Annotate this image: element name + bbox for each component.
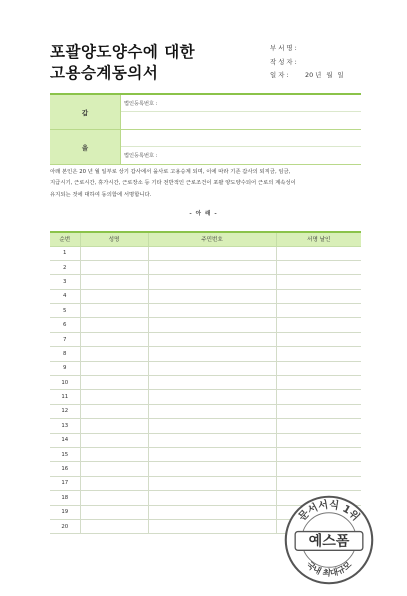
stamp-bottom-text: 국내 최대규모: [304, 559, 354, 578]
dept-label: 부 서 명 :: [270, 44, 297, 52]
row-name-cell[interactable]: [80, 433, 148, 447]
party-gap-line-1[interactable]: 법인등록번호 :: [121, 95, 361, 112]
row-name-cell[interactable]: [80, 289, 148, 303]
row-signature-cell[interactable]: [276, 275, 361, 289]
title-line-2: 고용승계동의서: [50, 64, 159, 82]
row-id-number-cell[interactable]: [148, 390, 276, 404]
table-row: [50, 304, 361, 318]
row-name-cell[interactable]: [80, 519, 148, 533]
consent-paragraph: [50, 167, 362, 201]
meta-date-row: [270, 69, 349, 83]
row-seq: 5: [50, 304, 80, 318]
table-row: [50, 246, 361, 260]
party-gap-line-2[interactable]: [121, 112, 361, 129]
date-label: 일 자 :: [270, 71, 289, 79]
stamp-center-text: 예스폼: [308, 533, 350, 550]
row-signature-cell[interactable]: [276, 447, 361, 461]
row-id-number-cell[interactable]: [148, 361, 276, 375]
party-row-eul: [50, 130, 361, 165]
row-signature-cell[interactable]: [276, 462, 361, 476]
row-id-number-cell[interactable]: [148, 505, 276, 519]
row-seq: 8: [50, 347, 80, 361]
row-seq: 1: [50, 246, 80, 260]
row-seq: 12: [50, 404, 80, 418]
row-seq: 18: [50, 491, 80, 505]
row-id-number-cell[interactable]: [148, 447, 276, 461]
row-name-cell[interactable]: [80, 390, 148, 404]
row-name-cell[interactable]: [80, 304, 148, 318]
date-year: 20 년: [305, 71, 322, 79]
row-seq: 15: [50, 447, 80, 461]
party-eul-line-1[interactable]: [121, 130, 361, 147]
row-name-cell[interactable]: [80, 404, 148, 418]
author-label: 작 성 자 :: [270, 57, 297, 66]
row-id-number-cell[interactable]: [148, 304, 276, 318]
title-line-1: 포괄양도양수에 대한: [50, 43, 196, 61]
row-seq: 13: [50, 419, 80, 433]
row-id-number-cell[interactable]: [148, 275, 276, 289]
party-label-eul: 을: [50, 130, 120, 164]
date-month: 월: [326, 71, 333, 79]
table-row: [50, 347, 361, 361]
table-row: [50, 433, 361, 447]
row-name-cell[interactable]: [80, 476, 148, 490]
row-seq: 16: [50, 462, 80, 476]
row-signature-cell[interactable]: [276, 318, 361, 332]
row-name-cell[interactable]: [80, 332, 148, 346]
party-fields-eul: [120, 130, 361, 164]
document-meta: [270, 42, 349, 83]
row-id-number-cell[interactable]: [148, 376, 276, 390]
row-name-cell[interactable]: [80, 491, 148, 505]
consent-line-1: 아래 본인은 20 년 월 일부로 상기 갑사에서 을사로 고용승계 되며, 이에 따라 기존 갑사의 퇴직금, 임금,: [50, 169, 291, 175]
table-row: [50, 318, 361, 332]
meta-author-row: [270, 56, 349, 70]
row-signature-cell[interactable]: [276, 476, 361, 490]
row-name-cell[interactable]: [80, 462, 148, 476]
row-id-number-cell[interactable]: [148, 332, 276, 346]
row-id-number-cell[interactable]: [148, 318, 276, 332]
header-seq: 순번: [50, 232, 80, 246]
row-name-cell[interactable]: [80, 246, 148, 260]
row-id-number-cell[interactable]: [148, 260, 276, 274]
consent-line-3: 유지되는 것에 대하여 동의함에 서명합니다.: [50, 191, 152, 198]
signature-table-body: [50, 246, 361, 534]
row-seq: 11: [50, 390, 80, 404]
table-row: [50, 462, 361, 476]
row-id-number-cell[interactable]: [148, 289, 276, 303]
row-seq: 3: [50, 275, 80, 289]
row-signature-cell[interactable]: [276, 361, 361, 375]
row-id-number-cell[interactable]: [148, 347, 276, 361]
meta-dept-row: [270, 42, 349, 56]
row-id-number-cell[interactable]: [148, 476, 276, 490]
stamp-graphic: [282, 493, 376, 587]
party-eul-line-2[interactable]: 법인등록번호 :: [124, 153, 158, 159]
row-signature-cell[interactable]: [276, 332, 361, 346]
table-row: [50, 419, 361, 433]
table-row: [50, 447, 361, 461]
row-seq: 10: [50, 376, 80, 390]
row-signature-cell[interactable]: [276, 433, 361, 447]
row-id-number-cell[interactable]: [148, 246, 276, 260]
row-id-number-cell[interactable]: [148, 419, 276, 433]
row-seq: 9: [50, 361, 80, 375]
row-name-cell[interactable]: [80, 361, 148, 375]
row-id-number-cell[interactable]: [148, 433, 276, 447]
party-label-gap: 갑: [50, 95, 120, 129]
table-row: [50, 376, 361, 390]
row-signature-cell[interactable]: [276, 404, 361, 418]
table-row: [50, 476, 361, 490]
row-signature-cell[interactable]: [276, 246, 361, 260]
row-signature-cell[interactable]: [276, 304, 361, 318]
row-seq: 14: [50, 433, 80, 447]
table-row: [50, 332, 361, 346]
row-id-number-cell[interactable]: [148, 519, 276, 533]
header-signature: 서명 날인: [276, 232, 361, 246]
row-seq: 20: [50, 519, 80, 533]
parties-table: [50, 93, 361, 165]
row-seq: 19: [50, 505, 80, 519]
table-row: [50, 275, 361, 289]
row-seq: 7: [50, 332, 80, 346]
table-row: [50, 260, 361, 274]
row-name-cell[interactable]: [80, 376, 148, 390]
row-id-number-cell[interactable]: [148, 404, 276, 418]
row-name-cell[interactable]: [80, 275, 148, 289]
header-id-number: 주민번호: [148, 232, 276, 246]
signature-table-header: [50, 232, 361, 246]
row-name-cell[interactable]: [80, 260, 148, 274]
section-subtitle: - 아 래 -: [189, 211, 218, 217]
signature-table: [50, 231, 361, 534]
table-row: [50, 404, 361, 418]
table-row: [50, 289, 361, 303]
row-signature-cell[interactable]: [276, 390, 361, 404]
row-id-number-cell[interactable]: [148, 491, 276, 505]
row-signature-cell[interactable]: [276, 376, 361, 390]
date-day: 일: [337, 71, 344, 79]
consent-line-2: 지급시기, 근로시간, 휴가시간, 근로장소 등 기타 전반적인 근로조건이 포괄 양도양수되어 근로의 계속성이: [50, 180, 296, 187]
row-signature-cell[interactable]: [276, 260, 361, 274]
row-name-cell[interactable]: [80, 347, 148, 361]
row-name-cell[interactable]: [80, 447, 148, 461]
row-seq: 6: [50, 318, 80, 332]
yesform-stamp: [282, 493, 376, 587]
row-seq: 4: [50, 289, 80, 303]
row-signature-cell[interactable]: [276, 289, 361, 303]
party-fields-gap: [120, 95, 361, 129]
document-title: [50, 42, 195, 84]
row-name-cell[interactable]: [80, 505, 148, 519]
row-name-cell[interactable]: [80, 318, 148, 332]
stamp-top-text: 문서서식 1위: [296, 498, 362, 524]
row-seq: 17: [50, 476, 80, 490]
header-name: 성명: [80, 232, 148, 246]
party-row-gap: [50, 95, 361, 130]
table-row: [50, 390, 361, 404]
row-signature-cell[interactable]: [276, 347, 361, 361]
table-row: [50, 361, 361, 375]
row-id-number-cell[interactable]: [148, 462, 276, 476]
row-signature-cell[interactable]: [276, 419, 361, 433]
row-seq: 2: [50, 260, 80, 274]
row-name-cell[interactable]: [80, 419, 148, 433]
